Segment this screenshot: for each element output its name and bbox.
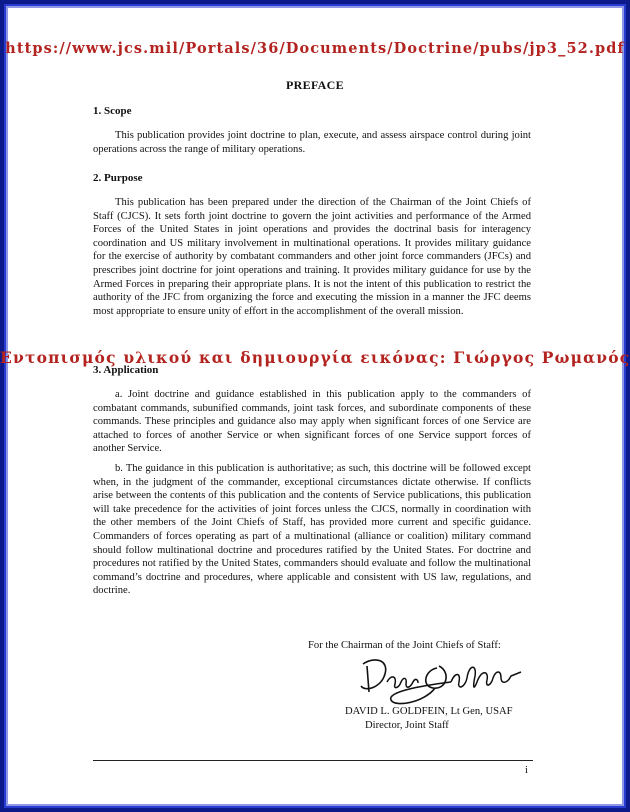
closing-line: For the Chairman of the Joint Chiefs of Staff: <box>308 640 501 651</box>
watermark-url: https://www.jcs.mil/Portals/36/Documents/Doctrine/pubs/jp3_52.pdf <box>5 40 625 57</box>
watermark-credit: Εντοπισμός υλικού και δημιουργία εικόνας: Γιώργος Ρωμανός <box>0 348 630 367</box>
footer-divider <box>93 760 533 761</box>
section-heading-application: 3. Application <box>93 364 159 376</box>
scope-paragraph: This publication provides joint doctrine to plan, execute, and assess airspace control during joint operations across the range of military operations. <box>93 130 531 155</box>
signature-image <box>355 652 535 710</box>
application-paragraph-a: a. Joint doctrine and guidance established in this publication apply to the commanders of combatant commands, subunified commands, joint task forces, and subordinate components of these commands. These principles and guidance also may apply when significant forces of one Service are attached to forces of another Service or when significant forces of one Service support forces of another Service. <box>93 389 531 455</box>
signer-title: Director, Joint Staff <box>365 720 449 731</box>
purpose-paragraph: This publication has been prepared under the direction of the Chairman of the Joint Chiefs of Staff (CJCS). It sets forth joint doctrine to govern the joint activities and performance of the Armed Forces of the United States in joint operations and provides the doctrinal basis for interagency coordination and US military involvement in multinational operations. It provides military guidance for the exercise of authority by combatant commanders and other joint force commanders (JFCs) and prescribes joint doctrine for joint operations and training. It provides military guidance for use by the Armed Forces in preparing their appropriate plans. It is not the intent of this publication to restrict the authority of the JFC from organizing the force and executing the mission in a manner the JFC deems most appropriate to ensure unity of effort in the accomplishment of the overall mission. <box>93 197 531 317</box>
section-heading-purpose: 2. Purpose <box>93 172 143 184</box>
page-number: i <box>525 765 528 776</box>
signer-block <box>345 705 513 733</box>
section-heading-scope: 1. Scope <box>93 105 132 117</box>
application-paragraph-b: b. The guidance in this publication is authoritative; as such, this doctrine will be followed except when, in the judgment of the commander, exceptional circumstances dictate otherwise. If conflicts arise between the contents of this publication and the contents of Service publications, this publication will take precedence for the activities of joint forces unless the CJCS, normally in coordination with the other members of the Joint Chiefs of Staff, has provided more current and specific guidance. Commanders of forces operating as part of a multinational (alliance or coalition) military command should follow multinational doctrine and procedures ratified by the United States. For doctrine and procedures not ratified by the United States, commanders should evaluate and follow the multinational command’s doctrine and procedures, where applicable and consistent with US law, regulations, and doctrine. <box>93 463 531 597</box>
page-title: PREFACE <box>286 78 344 92</box>
signer-name: DAVID L. GOLDFEIN, Lt Gen, USAF <box>345 706 513 717</box>
